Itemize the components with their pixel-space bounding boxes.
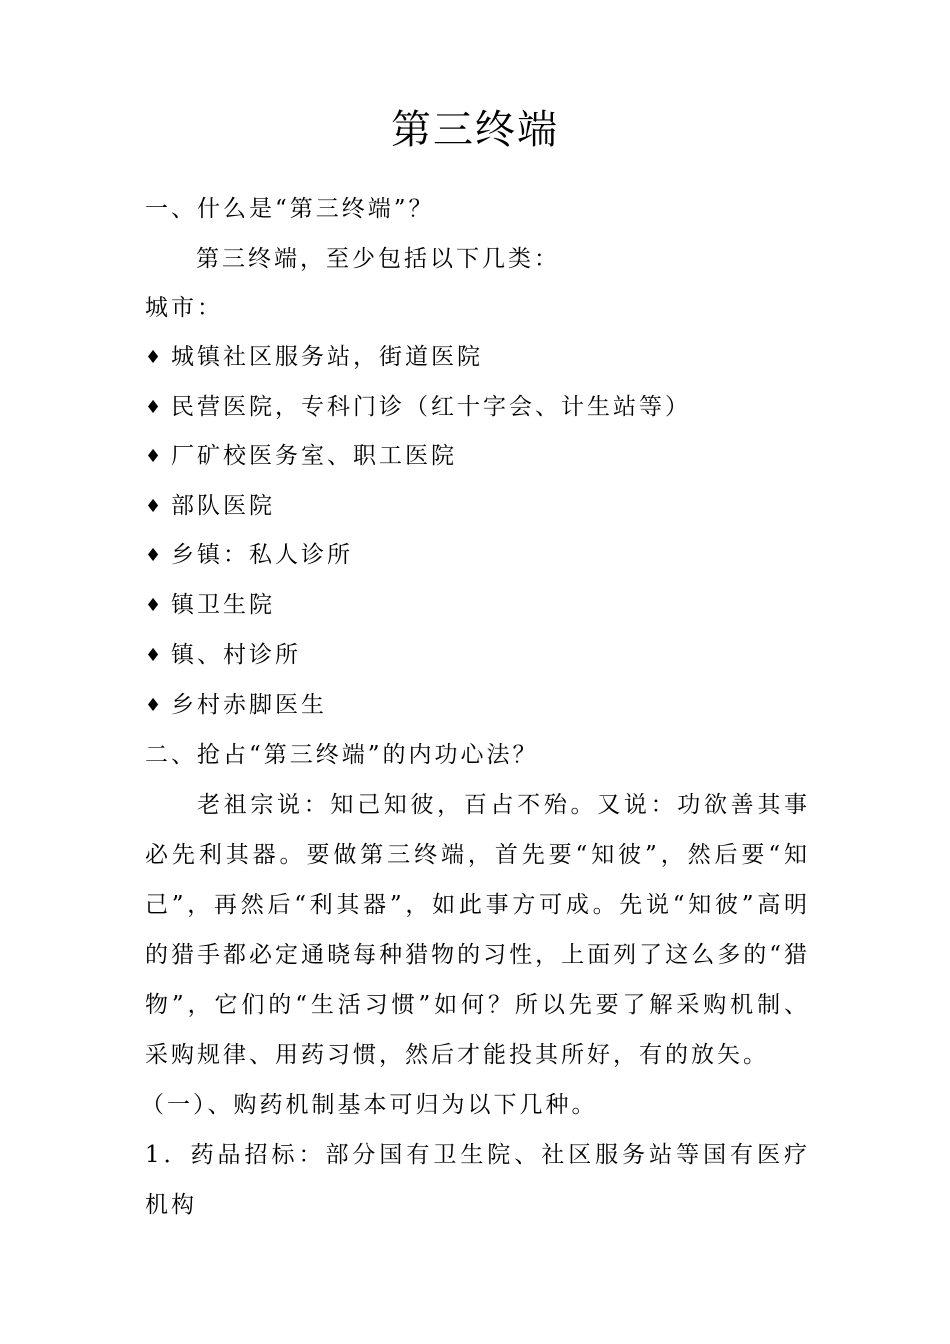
list-item — [145, 340, 483, 375]
diamond-bullet-icon: ♦ — [145, 446, 165, 467]
section2-heading: 二、抢占“第三终端”的内功心法？ — [145, 742, 539, 768]
list-item-text: 厂矿校医务室、职工医院 — [171, 443, 457, 469]
diamond-bullet-icon: ♦ — [145, 496, 165, 517]
document-title: 第三终端 — [391, 107, 559, 153]
item1-text: 1．药品招标：部分国有卫生院、社区服务站等国有医疗机构 — [145, 1142, 810, 1218]
city-label: 城市： — [145, 295, 223, 321]
list-item-text: 乡镇：私人诊所 — [171, 542, 353, 568]
diamond-bullet-icon: ♦ — [145, 545, 165, 566]
list-item-text: 镇卫生院 — [171, 592, 275, 618]
section1-heading: 一、什么是“第三终端”？ — [145, 196, 435, 222]
list-item-text: 民营医院，专科门诊（红十字会、计生站等） — [171, 394, 691, 420]
list-item — [145, 489, 275, 524]
diamond-bullet-icon: ♦ — [145, 695, 165, 716]
subsection1-heading: （一）、购药机制基本可归为以下几种。 — [141, 1092, 598, 1118]
list-item-text: 城镇社区服务站，街道医院 — [171, 344, 483, 370]
list-item — [145, 588, 275, 623]
list-item-text: 乡村赤脚医生 — [171, 692, 327, 718]
list-item-text: 部队医院 — [171, 493, 275, 519]
list-item — [145, 390, 691, 425]
list-item — [145, 638, 301, 673]
list-item-text: 镇、村诊所 — [171, 642, 301, 668]
diamond-bullet-icon: ♦ — [145, 595, 165, 616]
list-item — [145, 439, 457, 474]
list-item — [145, 688, 327, 723]
section2-paragraph: 老祖宗说：知己知彼，百占不殆。又说：功欲善其事必先利其器。要做第三终端，首先要“知彼”，然后要“知己”，再然后“利其器”，如此事方可成。先说“知彼”高明的猎手都必定通晓每种猎物的习性，上面列了这么多的“猎物”，它们的“生活习惯”如何？所以先要了解采购机制、采购规律、用药习惯，然后才能投其所好，有的放矢。 — [145, 792, 810, 1068]
list-item — [145, 538, 353, 573]
section1-intro: 第三终端，至少包括以下几类： — [196, 246, 560, 272]
diamond-bullet-icon: ♦ — [145, 397, 165, 418]
diamond-bullet-icon: ♦ — [145, 645, 165, 666]
diamond-bullet-icon: ♦ — [145, 347, 165, 368]
